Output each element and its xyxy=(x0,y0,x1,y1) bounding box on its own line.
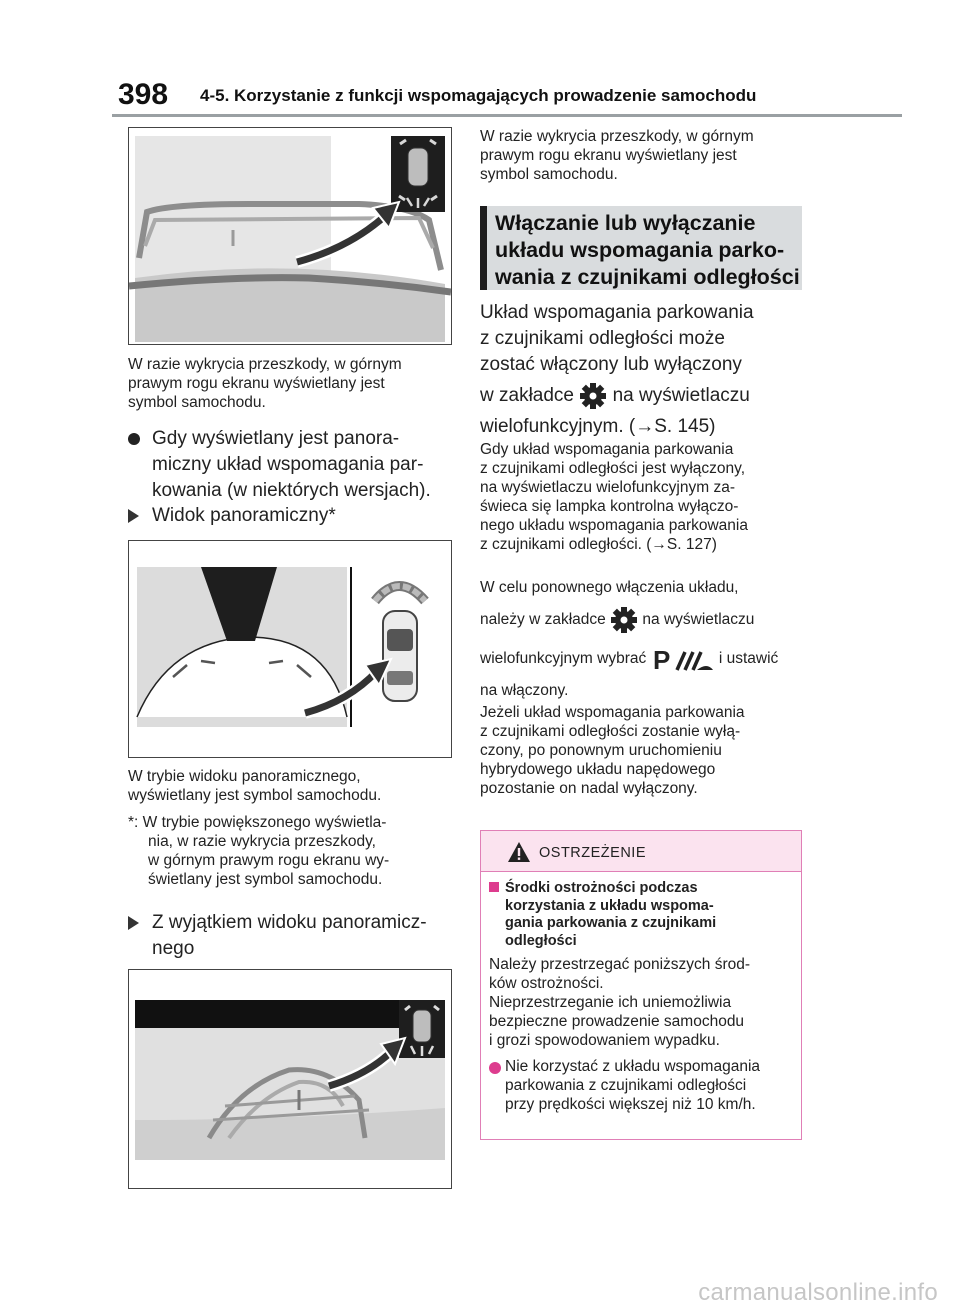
triangle-bullet-icon xyxy=(128,916,139,930)
bullet-panoramic-info: Gdy wyświetlany jest panora- miczny układ wspomagania par- kowania (w niektórych wersjach). xyxy=(128,426,458,504)
footer-watermark: carmanualsonline.info xyxy=(698,1279,938,1306)
parking-sensor-icon xyxy=(651,644,715,674)
paragraph-enable-disable: Układ wspomagania parkowania z czujnikami odległości może zostać włączony lub wyłączony w zakładce na wyświetlaczu wielofunkcyjnym. (→S. 145) xyxy=(480,302,754,437)
paragraph-after-restart: Jeżeli układ wspomagania parkowania z czujnikami odległości zostanie wyłą- czony, po ponownym uruchomieniu hybrydowego układu napędowego pozostanie on nadal wyłączony. xyxy=(480,704,745,797)
right-top-caption: W razie wykrycia przeszkody, w górnym prawym rogu ekranu wyświetlany jest symbol samochodu. xyxy=(480,128,754,183)
paragraph-disabled-info: Gdy układ wspomagania parkowania z czujnikami odległości jest wyłączony, na wyświetlaczu wielofunkcyjnym za- świeca się lampka kontrolna wyłączo- nego układu wspomagania parkowania z czujnikami odległości. (→S. 127) xyxy=(480,441,748,553)
footnote: *: W trybie powiększonego wyświetla- nia, w razie wykrycia przeszkody, w górnym prawym rogu ekranu wy- świetlany jest symbol samochodu. xyxy=(128,814,390,888)
warning-title: OSTRZEŻENIE xyxy=(539,845,647,861)
section-title: 4-5. Korzystanie z funkcji wspomagających prowadzenie samochodu xyxy=(200,86,757,105)
header-rule xyxy=(112,114,902,117)
figure2-caption: W trybie widoku panoramicznego, wyświetlany jest symbol samochodu. xyxy=(128,768,382,804)
svg-text:P: P xyxy=(652,645,670,674)
figure-camera-view-1 xyxy=(128,127,452,345)
warning-box xyxy=(480,830,802,1140)
triangle-bullet-icon xyxy=(128,509,139,523)
paragraph-reenable: W celu ponownego włączenia układu, należy w zakładce na wyświetlaczu wielofunkcyjnym wybrać P i ustawić na włączony. xyxy=(480,579,779,699)
warning-heading: Środki ostrożności podczas korzystania z układu wspoma- gania parkowania z czujnikami odległości xyxy=(489,880,795,950)
figure-panoramic-view xyxy=(128,540,452,758)
gear-icon xyxy=(579,382,607,410)
warning-triangle-icon xyxy=(507,841,531,863)
warning-header xyxy=(481,831,801,872)
figure1-caption: W razie wykrycia przeszkody, w górnym prawym rogu ekranu wyświetlany jest symbol samochodu. xyxy=(128,356,402,411)
pink-dot-bullet-icon xyxy=(489,1062,501,1074)
warning-body: Należy przestrzegać poniższych środ- ków ostrożności. Nieprzestrzeganie ich uniemożliwia bezpieczne prowadzenie samochodu i grozi spowodowaniem wypadku. xyxy=(489,956,751,1049)
warning-bullet: Nie korzystać z układu wspomagania parkowania z czujnikami odległości przy prędkości większej niż 10 km/h. xyxy=(489,1057,799,1114)
subheading-except-panoramic: Z wyjątkiem widoku panoramicz- nego xyxy=(128,910,458,962)
page-number: 398 xyxy=(118,78,169,111)
figure-camera-view-2 xyxy=(128,969,452,1189)
gear-icon xyxy=(610,606,638,634)
bullet-dot-icon xyxy=(128,433,140,445)
section-heading: Włączanie lub wyłączanie układu wspomagania parko- wania z czujnikami odległości xyxy=(480,206,802,290)
subheading-panoramic-view: Widok panoramiczny* xyxy=(128,503,458,529)
pink-square-bullet-icon xyxy=(489,882,499,892)
